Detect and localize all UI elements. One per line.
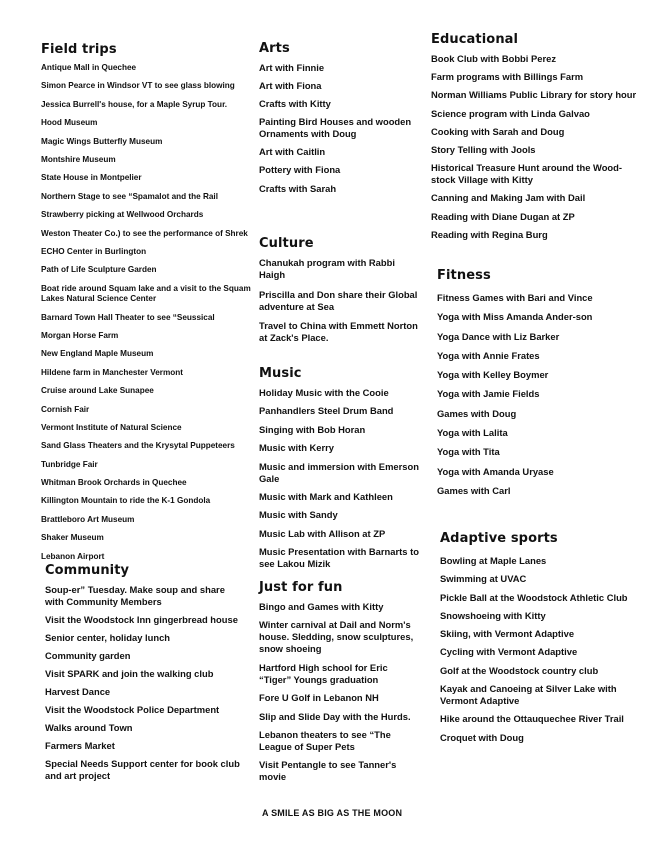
list-item: Vermont Institute of Natural Science xyxy=(41,422,182,432)
list-item: Yoga with Amanda Uryase xyxy=(437,465,554,477)
list-item: Cooking with Sarah and Doug xyxy=(431,125,565,137)
list-item: Art with Caitlin xyxy=(259,146,326,158)
list-item: Music with Kerry xyxy=(259,442,335,454)
list-item: Art with Finnie xyxy=(259,62,325,73)
list-item: Magic Wings Butterfly Museum xyxy=(41,136,163,146)
list-item: Yoga Dance with Liz Barker xyxy=(437,330,560,342)
arts-heading: Arts xyxy=(259,41,290,56)
list-item: Montshire Museum xyxy=(41,154,116,164)
list-item: Crafts with Sarah xyxy=(259,182,337,194)
list-item: Kayak and Canoeing at Silver Lake with Vermont Adaptive xyxy=(440,683,617,707)
list-item: Norman Williams Public Library for story hour xyxy=(431,89,637,101)
culture-heading: Culture xyxy=(259,236,314,251)
list-item: Tunbridge Fair xyxy=(41,459,98,469)
list-item: Senior center, holiday lunch xyxy=(45,632,171,643)
list-item: Science program with Linda Galvao xyxy=(431,107,590,119)
list-item: Sand Glass Theaters and the Krysytal Puppeteers xyxy=(41,441,235,451)
adaptive-sports-heading: Adaptive sports xyxy=(440,531,558,546)
list-item: Chanukah program with Rabbi Haigh xyxy=(259,257,395,280)
list-item: Canning and Making Jam with Dail xyxy=(431,192,586,204)
list-item: Music Presentation with Barnarts to see Lakou Mizik xyxy=(259,546,419,570)
list-item: Art with Fiona xyxy=(259,80,322,92)
list-item: Music Lab with Allison at ZP xyxy=(259,527,386,539)
list-item: Strawberry picking at Wellwood Orchards xyxy=(41,210,204,220)
list-item: Bingo and Games with Kitty xyxy=(259,601,384,612)
list-item: Walks around Town xyxy=(45,722,133,733)
list-item: Bowling at Maple Lanes xyxy=(440,555,547,566)
educational-heading: Educational xyxy=(431,32,519,47)
list-item: Reading with Diane Dugan at ZP xyxy=(431,210,575,222)
list-item: Brattleboro Art Museum xyxy=(41,514,135,524)
list-item: Cornish Fair xyxy=(41,404,90,414)
list-item: Yoga with Kelley Boymer xyxy=(437,369,549,381)
culture-list xyxy=(259,257,419,344)
list-item: Pickle Ball at the Woodstock Athletic Club xyxy=(440,591,628,603)
list-item: Yoga with Jamie Fields xyxy=(437,388,540,400)
music-section xyxy=(259,366,419,577)
list-item: Jessica Burrell's house, for a Maple Syrup Tour. xyxy=(41,99,228,109)
field-trips-heading: Field trips xyxy=(41,42,117,57)
list-item: Cycling with Vermont Adaptive xyxy=(440,646,578,658)
list-item: ECHO Center in Burlington xyxy=(41,246,147,256)
list-item: Crafts with Kitty xyxy=(259,98,331,110)
list-item: Yoga with Annie Frates xyxy=(437,349,540,361)
community-section xyxy=(45,563,245,788)
list-item: Cruise around Lake Sunapee xyxy=(41,386,154,396)
list-item: Priscilla and Don share their Global adventure at Sea xyxy=(259,288,418,312)
list-item: State House in Montpelier xyxy=(41,173,142,183)
list-item: Panhandlers Steel Drum Band xyxy=(259,405,394,417)
list-item: Golf at the Woodstock country club xyxy=(440,664,599,676)
fitness-section xyxy=(437,268,627,504)
community-heading: Community xyxy=(45,563,130,578)
list-item: New England Maple Museum xyxy=(41,349,154,359)
adaptive-sports-section xyxy=(440,531,630,750)
list-item: Farm programs with Billings Farm xyxy=(431,71,584,83)
list-item: Music with Mark and Kathleen xyxy=(259,490,393,502)
list-item: Harvest Dance xyxy=(45,686,111,697)
list-item: Yoga with Miss Amanda Ander-son xyxy=(437,311,593,323)
list-item: Path of Life Sculpture Garden xyxy=(41,265,157,275)
list-item: Whitman Brook Orchards in Quechee xyxy=(41,478,187,488)
just-for-fun-heading: Just for fun xyxy=(259,580,343,595)
list-item: Games with Doug xyxy=(437,407,517,419)
music-list xyxy=(259,387,419,570)
list-item: Snowshoeing with Kitty xyxy=(440,609,546,621)
list-item: Slip and Slide Day with the Hurds. xyxy=(259,710,411,722)
list-item: Holiday Music with the Cooie xyxy=(259,387,389,398)
list-item: Visit the Woodstock Police Department xyxy=(45,704,220,715)
list-item: Pottery with Fiona xyxy=(259,164,341,176)
fitness-list xyxy=(437,292,627,497)
list-item: Yoga with Tita xyxy=(437,446,500,458)
list-item: Singing with Bob Horan xyxy=(259,423,366,435)
just-for-fun-list xyxy=(259,601,419,783)
list-item: Community garden xyxy=(45,650,131,661)
list-item: Music and immersion with Emerson Gale xyxy=(259,460,419,484)
footer-note: A SMILE AS BIG AS THE MOON xyxy=(262,808,403,818)
list-item: Skiing, with Vermont Adaptive xyxy=(440,628,575,640)
list-item: Painting Bird Houses and wooden Ornaments with Doug xyxy=(259,116,412,140)
list-item: Antique Mall in Quechee xyxy=(41,63,137,72)
list-item: Swimming at UVAC xyxy=(440,573,527,585)
educational-list xyxy=(431,53,641,241)
adaptive-sports-list xyxy=(440,555,630,744)
list-item: Soup-er” Tuesday. Make soup and share with Community Members xyxy=(45,584,225,607)
list-item: Northern Stage to see “Spamalot and the Rail xyxy=(41,191,218,201)
list-item: Yoga with Lalita xyxy=(437,427,508,439)
arts-section xyxy=(259,41,419,201)
list-item: Shaker Museum xyxy=(41,533,104,543)
list-item: Morgan Horse Farm xyxy=(41,330,119,340)
list-item: Hildene farm in Manchester Vermont xyxy=(41,367,183,377)
list-item: Visit the Woodstock Inn gingerbread house xyxy=(45,614,238,625)
list-item: Hood Museum xyxy=(41,118,98,128)
list-item: Travel to China with Emmett Norton at Zack's Place. xyxy=(259,320,418,343)
list-item: Reading with Regina Burg xyxy=(431,228,548,240)
educational-section xyxy=(431,32,641,247)
list-item: Fore U Golf in Lebanon NH xyxy=(259,692,379,704)
just-for-fun-section xyxy=(259,580,419,790)
list-item: Killington Mountain to ride the K-1 Gondola xyxy=(41,496,211,506)
list-item: Barnard Town Hall Theater to see “Seussical xyxy=(41,312,215,322)
music-heading: Music xyxy=(259,366,302,381)
list-item: Music with Sandy xyxy=(259,509,338,521)
list-item: Winter carnival at Dail and Norm's house. Sledding, snow sculptures, snow shoeing xyxy=(259,619,414,655)
culture-section xyxy=(259,236,419,352)
arts-list xyxy=(259,62,419,195)
list-item: Simon Pearce in Windsor VT to see glass blowing xyxy=(41,81,235,91)
list-item: Visit Pentangle to see Tanner's movie xyxy=(259,759,397,783)
community-list xyxy=(45,584,245,782)
list-item: Croquet with Doug xyxy=(440,731,524,743)
fitness-heading: Fitness xyxy=(437,268,491,283)
list-item: Boat ride around Squam lake and a visit to the Squam Lakes Natural Science Center xyxy=(41,283,251,304)
list-item: Special Needs Support center for book club and art project xyxy=(45,758,240,781)
field-trips-list xyxy=(41,63,256,562)
list-item: Story Telling with Jools xyxy=(431,143,536,155)
list-item: Lebanon Airport xyxy=(41,551,105,561)
list-item: Hike around the Ottauquechee River Trail xyxy=(440,713,624,725)
list-item: Games with Carl xyxy=(437,484,511,496)
list-item: Hartford High school for Eric “Tiger” Youngs graduation xyxy=(259,661,388,685)
list-item: Visit SPARK and join the walking club xyxy=(45,668,214,679)
field-trips-section xyxy=(41,42,256,570)
list-item: Book Club with Bobbi Perez xyxy=(431,53,557,64)
list-item: Fitness Games with Bari and Vince xyxy=(437,292,593,303)
list-item: Farmers Market xyxy=(45,740,115,751)
list-item: Lebanon theaters to see “The League of Super Pets xyxy=(259,728,391,752)
list-item: Historical Treasure Hunt around the Wood-stock Village with Kitty xyxy=(431,162,622,186)
list-item: Weston Theater Co.) to see the performance of Shrek xyxy=(41,228,248,238)
